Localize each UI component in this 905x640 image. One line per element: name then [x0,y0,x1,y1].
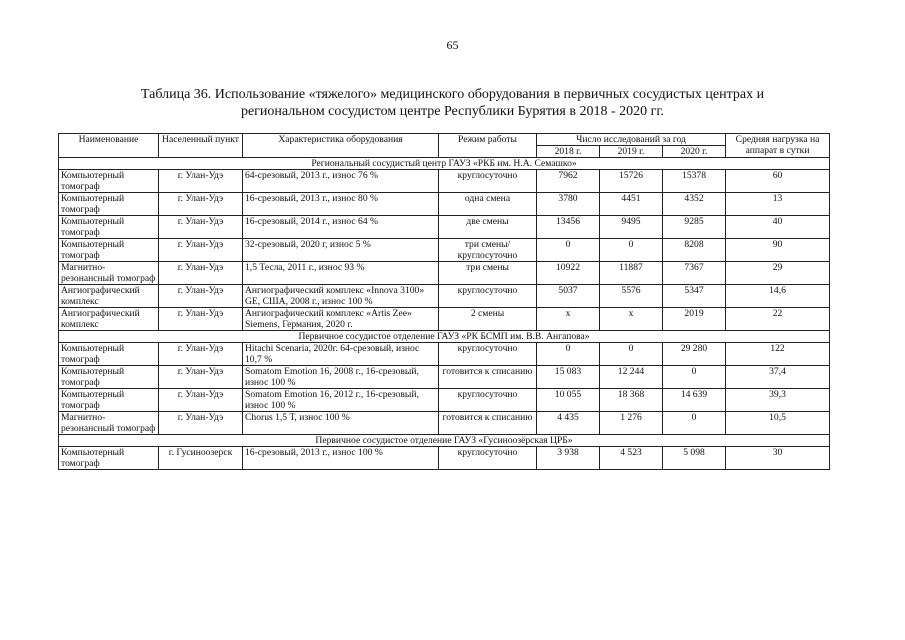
cell-name: Магнитно-резонансный томограф [59,412,159,435]
cell-name: Компьютерный томограф [59,239,159,262]
cell-load: 13 [726,193,830,216]
cell-2019: х [600,308,663,331]
cell-2020: 29 280 [663,343,726,366]
cell-2020: 0 [663,412,726,435]
cell-mode: круглосуточно [439,389,537,412]
header-mode: Режим работы [439,134,537,158]
equipment-table [58,133,830,470]
cell-2020: 8208 [663,239,726,262]
cell-characteristics: 1,5 Тесла, 2011 г., износ 93 % [243,262,439,285]
cell-2018: 3 938 [537,447,600,470]
cell-load: 22 [726,308,830,331]
header-2019: 2019 г. [600,146,663,158]
cell-mode: три смены/ круглосуточно [439,239,537,262]
cell-2020: 2019 [663,308,726,331]
cell-2018: 4 435 [537,412,600,435]
cell-locality: г. Улан-Удэ [159,308,243,331]
header-2020: 2020 г. [663,146,726,158]
cell-2018: 5037 [537,285,600,308]
cell-2018: 15 083 [537,366,600,389]
cell-name: Компьютерный томограф [59,447,159,470]
cell-load: 39,3 [726,389,830,412]
cell-2020: 9285 [663,216,726,239]
cell-name: Компьютерный томограф [59,343,159,366]
table-row [59,447,830,470]
cell-name: Компьютерный томограф [59,389,159,412]
cell-2019: 15726 [600,170,663,193]
cell-2019: 0 [600,343,663,366]
cell-locality: г. Улан-Удэ [159,193,243,216]
cell-characteristics: Ангиографический комплекс «Innova 3100» GE, США, 2008 г., износ 100 % [243,285,439,308]
cell-2020: 14 639 [663,389,726,412]
cell-locality: г. Улан-Удэ [159,170,243,193]
section-title: Региональный сосудистый центр ГАУЗ «РКБ им. Н.А. Семашко» [59,158,830,170]
cell-load: 37,4 [726,366,830,389]
table-row [59,262,830,285]
cell-mode: круглосуточно [439,285,537,308]
cell-2018: х [537,308,600,331]
cell-mode: две смены [439,216,537,239]
table-header [59,134,830,158]
cell-mode: одна смена [439,193,537,216]
section-title: Первичное сосудистое отделение ГАУЗ «РК БСМП им. В.В. Ангапова» [59,331,830,343]
section-row [59,158,830,170]
cell-locality: г. Гусиноозерск [159,447,243,470]
cell-2019: 18 368 [600,389,663,412]
table-row [59,308,830,331]
cell-characteristics: 16-срезовый, 2013 г., износ 80 % [243,193,439,216]
header-row-1 [59,134,830,146]
cell-2020: 15378 [663,170,726,193]
cell-2018: 10 055 [537,389,600,412]
table-row [59,170,830,193]
table-title-line-2: региональном сосудистом центре Республики Бурятия в 2018 - 2020 гг. [240,104,665,119]
cell-mode: готовится к списанию [439,412,537,435]
cell-2020: 7367 [663,262,726,285]
cell-locality: г. Улан-Удэ [159,239,243,262]
cell-2020: 4352 [663,193,726,216]
cell-locality: г. Улан-Удэ [159,366,243,389]
cell-name: Ангиографический комплекс [59,308,159,331]
cell-name: Компьютерный томограф [59,216,159,239]
cell-characteristics: Chorus 1,5 Т, износ 100 % [243,412,439,435]
cell-2018: 13456 [537,216,600,239]
table-row [59,412,830,435]
header-locality: Населенный пункт [159,134,243,158]
cell-characteristics: Somatom Emotion 16, 2012 г., 16-срезовый, износ 100 % [243,389,439,412]
header-load: Средняя нагрузка на аппарат в сутки [726,134,830,158]
cell-load: 40 [726,216,830,239]
cell-load: 30 [726,447,830,470]
cell-locality: г. Улан-Удэ [159,343,243,366]
cell-name: Компьютерный томограф [59,193,159,216]
cell-mode: круглосуточно [439,343,537,366]
cell-mode: круглосуточно [439,170,537,193]
cell-characteristics: 16-срезовый, 2014 г., износ 64 % [243,216,439,239]
cell-2020: 5347 [663,285,726,308]
cell-locality: г. Улан-Удэ [159,285,243,308]
cell-load: 14,6 [726,285,830,308]
page-number: 65 [446,38,459,52]
cell-name: Компьютерный томограф [59,170,159,193]
cell-load: 60 [726,170,830,193]
cell-2019: 4 523 [600,447,663,470]
cell-locality: г. Улан-Удэ [159,262,243,285]
cell-locality: г. Улан-Удэ [159,216,243,239]
cell-locality: г. Улан-Удэ [159,412,243,435]
cell-mode: три смены [439,262,537,285]
cell-2020: 0 [663,366,726,389]
cell-2019: 12 244 [600,366,663,389]
table-row [59,366,830,389]
header-2018: 2018 г. [537,146,600,158]
cell-characteristics: Hitachi Scenaria, 2020г. 64-срезовый, износ 10,7 % [243,343,439,366]
cell-2019: 11887 [600,262,663,285]
cell-load: 90 [726,239,830,262]
section-title: Первичное сосудистое отделение ГАУЗ «Гусиноозёрская ЦРБ» [59,435,830,447]
cell-characteristics: 32-срезовый, 2020 г, износ 5 % [243,239,439,262]
table-row [59,239,830,262]
cell-load: 10,5 [726,412,830,435]
cell-locality: г. Улан-Удэ [159,389,243,412]
cell-characteristics: 64-срезовый, 2013 г., износ 76 % [243,170,439,193]
table-row [59,193,830,216]
table-title-line-1: Таблица 36. Использование «тяжелого» медицинского оборудования в первичных сосудистых центрах и [140,87,765,102]
table-body [59,158,830,470]
table-title [60,86,845,120]
cell-characteristics: Somatom Emotion 16, 2008 г., 16-срезовый, износ 100 % [243,366,439,389]
table-row [59,216,830,239]
cell-name: Магнитно-резонансный томограф [59,262,159,285]
cell-2019: 5576 [600,285,663,308]
cell-name: Ангиографический комплекс [59,285,159,308]
cell-2019: 0 [600,239,663,262]
cell-mode: 2 смены [439,308,537,331]
header-studies: Число исследований за год [537,134,726,146]
cell-2020: 5 098 [663,447,726,470]
table-row [59,285,830,308]
table-row [59,389,830,412]
cell-load: 29 [726,262,830,285]
cell-characteristics: 16-срезовый, 2013 г., износ 100 % [243,447,439,470]
cell-2018: 0 [537,239,600,262]
cell-2018: 7962 [537,170,600,193]
cell-mode: круглосуточно [439,447,537,470]
cell-2019: 1 276 [600,412,663,435]
cell-load: 122 [726,343,830,366]
header-characteristics: Характеристика оборудования [243,134,439,158]
cell-2019: 4451 [600,193,663,216]
section-row [59,331,830,343]
section-row [59,435,830,447]
cell-characteristics: Ангиографический комплекс «Artis Zee» Siemens, Германия, 2020 г. [243,308,439,331]
cell-name: Компьютерный томограф [59,366,159,389]
cell-2018: 0 [537,343,600,366]
cell-mode: готовится к списанию [439,366,537,389]
header-name: Наименование [59,134,159,158]
cell-2019: 9495 [600,216,663,239]
cell-2018: 3780 [537,193,600,216]
table-row [59,343,830,366]
cell-2018: 10922 [537,262,600,285]
